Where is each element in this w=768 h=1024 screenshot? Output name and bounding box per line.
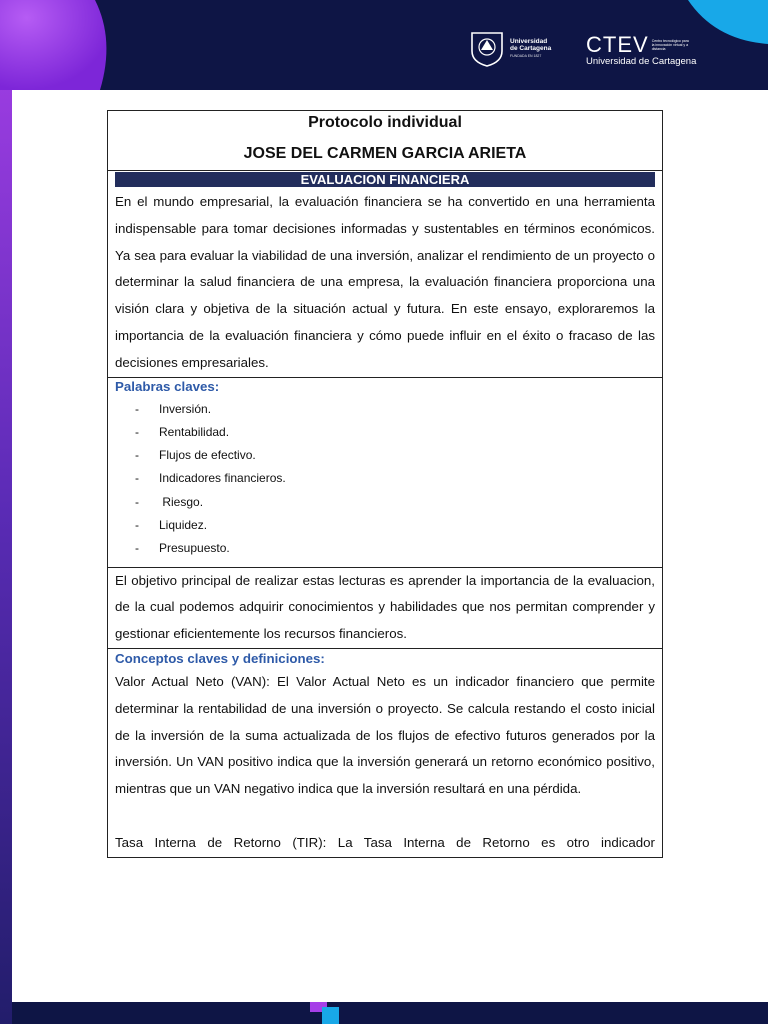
keywords-list: [115, 398, 655, 561]
ctev-logo-description: Centro tecnológico para la innovación virtual y a distancia: [651, 39, 689, 52]
intro-cell: [108, 171, 663, 378]
keyword-item: - Flujos de efectivo.: [135, 448, 256, 463]
author-name: JOSE DEL CARMEN GARCIA ARIETA: [243, 145, 527, 162]
keyword-text: Flujos de efectivo.: [159, 448, 256, 463]
university-logo-line1: Universidad: [510, 38, 548, 46]
keyword-text: Presupuesto.: [159, 541, 230, 556]
section-band: EVALUACION FINANCIERA: [115, 172, 655, 187]
keyword-item: - Inversión.: [135, 401, 212, 416]
protocol-header-cell: [108, 111, 663, 171]
objective-paragraph: El objetivo principal de realizar estas lecturas es aprender la importancia de la evaluacion, de la cual podemos adquirir conocimientos y habilidades que nos permitan comprender y gestionar eficientemente los recursos financieros.: [115, 572, 655, 642]
document-title: Protocolo individual: [308, 114, 462, 131]
concepts-title: Conceptos claves y definiciones:: [115, 651, 325, 667]
concepts-cell: [108, 649, 663, 858]
university-logo-line3: FUNDADA EN 1827: [510, 53, 542, 58]
keyword-item: - Liquidez.: [135, 518, 208, 533]
keywords-cell: [108, 377, 663, 567]
keyword-text: Inversión.: [159, 401, 212, 416]
van-paragraph: Valor Actual Neto (VAN): El Valor Actual Neto es un indicador financiero que permite determinar la rentabilidad de una inversión o proyecto. Se calcula restando el costo inicial de la inversión de la suma actualizada de los flujos de efectivo futuros generados por la inversión. Un VAN positivo indica que la inversión generará un retorno económico positivo, mientras que un VAN negativo indica que la inversión resultará en una pérdida.: [115, 674, 655, 797]
ctev-logo-subtitle: Universidad de Cartagena: [586, 56, 697, 67]
ctev-logo-name: CTEV: [586, 32, 649, 57]
keyword-item: - Rentabilidad.: [135, 424, 230, 439]
university-logo: [470, 31, 551, 67]
keyword-text: Riesgo.: [159, 494, 204, 509]
university-logo-line2: de Cartagena: [510, 45, 552, 53]
keyword-text: Indicadores financieros.: [159, 471, 286, 486]
keywords-title: Palabras claves:: [115, 378, 220, 394]
intro-paragraph: En el mundo empresarial, la evaluación financiera se ha convertido en una herramienta indispensable para tomar decisiones informadas y sustentables en términos económicos. Ya sea para evaluar la viabilidad de una inversión, analizar el rendimiento de un proyecto o determinar la salud financiera de una empresa, la evaluación financiera proporciona una visión clara y objetiva de la situación actual y futura. En este ensayo, exploraremos la importancia de la evaluación financiera y cómo puede influir en el éxito o fracaso de las decisiones empresariales.: [115, 194, 655, 370]
ctev-logo: [586, 34, 696, 67]
keyword-text: Rentabilidad.: [159, 424, 230, 439]
keyword-item: - Riesgo.: [135, 494, 204, 509]
tir-paragraph: Tasa Interna de Retorno (TIR): La Tasa Interna de Retorno es otro indicador: [115, 834, 655, 850]
keyword-item: - Presupuesto.: [135, 541, 230, 556]
protocol-table: [107, 110, 663, 858]
objective-cell: [108, 567, 663, 648]
paragraph-spacer: [115, 803, 655, 830]
university-seal-icon: [470, 31, 504, 67]
keyword-text: Liquidez.: [159, 518, 208, 533]
keyword-item: - Indicadores financieros.: [135, 471, 286, 486]
